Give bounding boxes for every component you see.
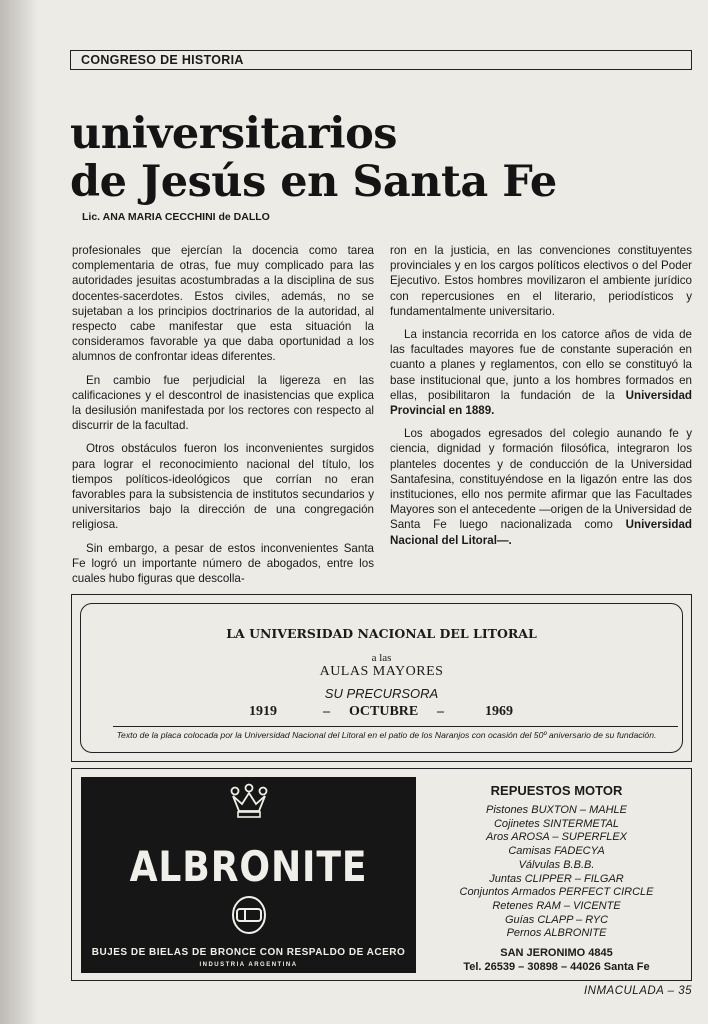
crown-icon bbox=[229, 783, 269, 819]
plaque-box bbox=[71, 594, 692, 762]
paragraph bbox=[390, 327, 692, 418]
page-gutter-shadow bbox=[0, 0, 38, 1024]
author-byline: Lic. ANA MARIA CECCHINI de DALLO bbox=[82, 211, 270, 223]
left-column bbox=[72, 243, 374, 594]
list-item: Juntas CLIPPER – FILGAR bbox=[489, 872, 624, 885]
paragraph: ron en la justicia, en las convenciones constituyentes provinciales y en los cargos políticos electivos o del Poder Ejecutivo. Estos hombres movilizaron el ambiente jurídico con repercusiones en el literario, periodísticos y fundamentalmente universitario. bbox=[390, 244, 692, 318]
brand-logo: ALBRONITE bbox=[129, 842, 368, 891]
ad-industria: INDUSTRIA ARGENTINA bbox=[199, 962, 298, 968]
ad-telephone: Tel. 26539 – 30898 – 44026 Santa Fe bbox=[463, 961, 650, 974]
plaque-aulas: AULAS MAYORES bbox=[319, 664, 444, 679]
paragraph: profesionales que ejercían la docencia como tarea complementaria de otras, fue muy complicado para las autoridades jesuitas acostumbradas a la disciplina de sus docentes-sacerdotes. Estos civiles, además, no se sujetaban a los principios doctrinarios de la autoridad, al respecto cabe manifestar que esta situación la consideramos favorable ya que daba oportunidad a los alumnos de confrontar ideas diferentes. bbox=[72, 244, 374, 364]
bold-text: Universidad Provincial en 1889. bbox=[390, 388, 692, 418]
advertisement bbox=[71, 768, 692, 981]
list-item: Cojinetes SINTERMETAL bbox=[493, 817, 620, 830]
ad-tagline: BUJES DE BIELAS DE BRONCE CON RESPALDO DE ACERO bbox=[91, 947, 406, 958]
paragraph-text: La instancia recorrida en los catorce años de vida de las facultades mayores fue de constante superación en cuanto a planes y reglamentos, con ello se constituyó la base institucional que, junto a los hombres formados en ellas, posibilitaron la fundación de la bbox=[390, 328, 692, 402]
title-line-2: de Jesús en Santa Fe bbox=[70, 157, 557, 207]
plaque-a-las: a las bbox=[371, 652, 392, 664]
ad-address: SAN JERONIMO 4845 bbox=[500, 947, 613, 960]
list-item: Camisas FADECYA bbox=[508, 845, 605, 858]
albronite-ad-panel bbox=[81, 777, 416, 973]
paragraph-text: Los abogados egresados del colegio aunando fe y ciencia, dignidad y formación filosófica, integraron los planteles docentes y de conducción de la Universidad Santafesina, constituyéndose en la ligazón entre las dos instituciones, ello nos permite afirmar que las Facultades Mayores son el antecedente —origen de la Universidad de Santa Fe luego nacionalizada como bbox=[390, 427, 692, 532]
plaque-divider bbox=[113, 726, 678, 727]
bold-text: Universidad Nacional del Litoral bbox=[390, 518, 692, 547]
list-item: Guías CLAPP – RYC bbox=[504, 913, 609, 926]
list-item: Válvulas B.B.B. bbox=[518, 858, 595, 871]
list-item: Pistones BUXTON – MAHLE bbox=[485, 804, 627, 816]
plaque-precursora: SU PRECURSORA bbox=[324, 686, 439, 701]
repuestos-title: REPUESTOS MOTOR bbox=[490, 783, 623, 798]
list-item: Pernos ALBRONITE bbox=[506, 927, 607, 940]
list-item: Conjuntos Armados PERFECT CIRCLE bbox=[459, 886, 654, 899]
plaque-year-end: 1969 bbox=[485, 704, 513, 719]
repuestos-list bbox=[422, 783, 691, 973]
title-line-1: universitarios bbox=[70, 109, 398, 159]
plaque-dash: – bbox=[323, 704, 330, 719]
page-footer: INMACULADA – 35 bbox=[583, 985, 692, 997]
section-header bbox=[70, 50, 692, 70]
paragraph: En cambio fue perjudicial la ligereza en las calificaciones y el descontrol de inasistencias que explica la desilusión manifestada por los rectores con respecto al discurrir de la facultad. bbox=[72, 373, 374, 433]
paragraph: Sin embargo, a pesar de estos inconvenientes Santa Fe logró un importante número de abogados, entre los cuales hubo figuras que descolla- bbox=[72, 541, 374, 586]
plaque-title: LA UNIVERSIDAD NACIONAL DEL LITORAL bbox=[226, 626, 537, 641]
plaque-caption: Texto de la placa colocada por la Universidad Nacional del Litoral en el patio de los Naranjos con ocasión del 50º aniversario de su fundación. bbox=[116, 730, 657, 740]
bearing-icon bbox=[231, 895, 267, 935]
bold-text-end: —. bbox=[496, 533, 512, 547]
paragraph bbox=[390, 426, 692, 548]
plaque-month: OCTUBRE bbox=[349, 704, 419, 719]
list-item: Retenes RAM – VICENTE bbox=[492, 899, 621, 912]
section-label: CONGRESO DE HISTORIA bbox=[81, 53, 244, 67]
list-item: Aros AROSA – SUPERFLEX bbox=[485, 831, 627, 844]
plaque-year-start: 1919 bbox=[249, 704, 277, 719]
paragraph: Otros obstáculos fueron los inconvenientes surgidos para lograr el reconocimiento nacional del título, los tiempos políticos-ideológicos que corrían no eran favorables para la subsistencia de institutos secundarios y universitarios bajo la dirección de una congregación religiosa. bbox=[72, 442, 374, 532]
article-title bbox=[70, 110, 690, 206]
right-column bbox=[390, 243, 692, 556]
plaque-dash: – bbox=[437, 704, 444, 719]
plaque-frame bbox=[80, 603, 683, 753]
